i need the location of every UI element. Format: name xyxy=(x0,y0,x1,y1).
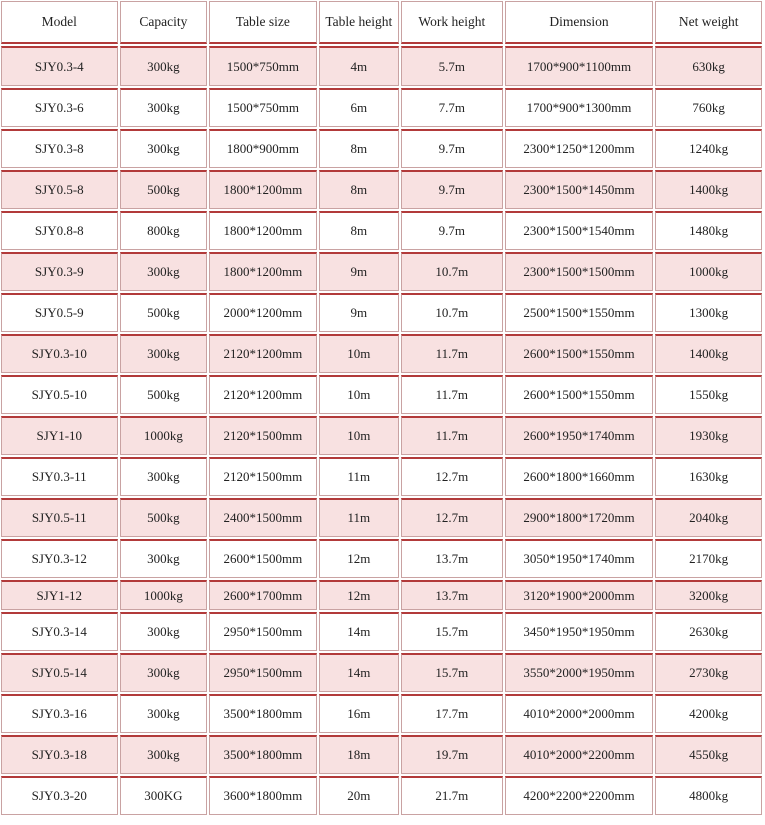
table-size-cell: 3500*1800mm xyxy=(209,694,317,733)
model-cell: SJY0.3-4 xyxy=(1,46,118,86)
net-weight-cell: 1000kg xyxy=(655,252,762,291)
capacity-cell: 300kg xyxy=(120,252,207,291)
table-body xyxy=(1,46,762,815)
dimension-cell: 2600*1800*1660mm xyxy=(505,457,654,496)
work-height-cell: 13.7m xyxy=(401,580,503,610)
capacity-cell: 300kg xyxy=(120,88,207,127)
net-weight-cell: 3200kg xyxy=(655,580,762,610)
table-height-cell: 8m xyxy=(319,170,399,209)
model-cell: SJY0.3-9 xyxy=(1,252,118,291)
net-weight-cell: 1400kg xyxy=(655,334,762,373)
capacity-cell: 300kg xyxy=(120,612,207,651)
table-height-cell: 20m xyxy=(319,776,399,815)
table-size-cell: 2950*1500mm xyxy=(209,653,317,692)
capacity-cell: 300kg xyxy=(120,653,207,692)
model-cell: SJY0.5-8 xyxy=(1,170,118,209)
table-height-cell: 16m xyxy=(319,694,399,733)
table-size-cell: 2600*1700mm xyxy=(209,580,317,610)
table-row xyxy=(1,498,762,537)
net-weight-cell: 1550kg xyxy=(655,375,762,414)
model-cell: SJY0.3-8 xyxy=(1,129,118,168)
dimension-cell: 2300*1250*1200mm xyxy=(505,129,654,168)
table-size-cell: 1500*750mm xyxy=(209,46,317,86)
table-height-cell: 4m xyxy=(319,46,399,86)
table-size-cell: 3500*1800mm xyxy=(209,735,317,774)
model-cell: SJY0.3-20 xyxy=(1,776,118,815)
capacity-cell: 300KG xyxy=(120,776,207,815)
model-cell: SJY0.3-14 xyxy=(1,612,118,651)
table-height-cell: 11m xyxy=(319,457,399,496)
work-height-cell: 15.7m xyxy=(401,612,503,651)
table-size-cell: 2600*1500mm xyxy=(209,539,317,578)
table-height-cell: 11m xyxy=(319,498,399,537)
header-model: Model xyxy=(1,1,118,44)
dimension-cell: 3120*1900*2000mm xyxy=(505,580,654,610)
header-dimension: Dimension xyxy=(505,1,654,44)
model-cell: SJY0.3-16 xyxy=(1,694,118,733)
model-cell: SJY0.3-10 xyxy=(1,334,118,373)
table-row xyxy=(1,211,762,250)
table-row xyxy=(1,612,762,651)
table-size-cell: 2120*1500mm xyxy=(209,457,317,496)
net-weight-cell: 2170kg xyxy=(655,539,762,578)
net-weight-cell: 2630kg xyxy=(655,612,762,651)
table-size-cell: 1800*900mm xyxy=(209,129,317,168)
dimension-cell: 2600*1500*1550mm xyxy=(505,334,654,373)
table-size-cell: 1500*750mm xyxy=(209,88,317,127)
table-height-cell: 6m xyxy=(319,88,399,127)
table-row xyxy=(1,416,762,455)
capacity-cell: 300kg xyxy=(120,129,207,168)
work-height-cell: 11.7m xyxy=(401,375,503,414)
capacity-cell: 500kg xyxy=(120,498,207,537)
dimension-cell: 2500*1500*1550mm xyxy=(505,293,654,332)
table-size-cell: 2000*1200mm xyxy=(209,293,317,332)
dimension-cell: 4200*2200*2200mm xyxy=(505,776,654,815)
work-height-cell: 10.7m xyxy=(401,293,503,332)
header-row xyxy=(1,1,762,44)
capacity-cell: 300kg xyxy=(120,694,207,733)
table-size-cell: 1800*1200mm xyxy=(209,211,317,250)
dimension-cell: 1700*900*1100mm xyxy=(505,46,654,86)
net-weight-cell: 760kg xyxy=(655,88,762,127)
table-row xyxy=(1,653,762,692)
capacity-cell: 300kg xyxy=(120,735,207,774)
dimension-cell: 2600*1950*1740mm xyxy=(505,416,654,455)
net-weight-cell: 1400kg xyxy=(655,170,762,209)
table-height-cell: 18m xyxy=(319,735,399,774)
dimension-cell: 1700*900*1300mm xyxy=(505,88,654,127)
table-height-cell: 12m xyxy=(319,580,399,610)
table-size-cell: 1800*1200mm xyxy=(209,170,317,209)
work-height-cell: 9.7m xyxy=(401,129,503,168)
table-row xyxy=(1,170,762,209)
work-height-cell: 19.7m xyxy=(401,735,503,774)
work-height-cell: 13.7m xyxy=(401,539,503,578)
header-net-weight: Net weight xyxy=(655,1,762,44)
work-height-cell: 11.7m xyxy=(401,334,503,373)
net-weight-cell: 1240kg xyxy=(655,129,762,168)
capacity-cell: 500kg xyxy=(120,293,207,332)
dimension-cell: 2300*1500*1450mm xyxy=(505,170,654,209)
table-height-cell: 8m xyxy=(319,211,399,250)
table-row xyxy=(1,334,762,373)
table-row xyxy=(1,539,762,578)
capacity-cell: 300kg xyxy=(120,457,207,496)
model-cell: SJY0.3-6 xyxy=(1,88,118,127)
dimension-cell: 2300*1500*1540mm xyxy=(505,211,654,250)
table-height-cell: 14m xyxy=(319,653,399,692)
dimension-cell: 3550*2000*1950mm xyxy=(505,653,654,692)
table-height-cell: 10m xyxy=(319,375,399,414)
table-height-cell: 14m xyxy=(319,612,399,651)
capacity-cell: 800kg xyxy=(120,211,207,250)
table-row xyxy=(1,375,762,414)
net-weight-cell: 1630kg xyxy=(655,457,762,496)
table-row xyxy=(1,252,762,291)
model-cell: SJY0.5-9 xyxy=(1,293,118,332)
table-row xyxy=(1,293,762,332)
net-weight-cell: 1480kg xyxy=(655,211,762,250)
capacity-cell: 1000kg xyxy=(120,416,207,455)
work-height-cell: 9.7m xyxy=(401,211,503,250)
work-height-cell: 7.7m xyxy=(401,88,503,127)
table-row xyxy=(1,735,762,774)
work-height-cell: 9.7m xyxy=(401,170,503,209)
table-row xyxy=(1,46,762,86)
net-weight-cell: 1300kg xyxy=(655,293,762,332)
net-weight-cell: 630kg xyxy=(655,46,762,86)
table-row xyxy=(1,580,762,610)
dimension-cell: 3450*1950*1950mm xyxy=(505,612,654,651)
capacity-cell: 500kg xyxy=(120,375,207,414)
dimension-cell: 4010*2000*2200mm xyxy=(505,735,654,774)
model-cell: SJY1-12 xyxy=(1,580,118,610)
model-cell: SJY0.5-11 xyxy=(1,498,118,537)
model-cell: SJY0.5-10 xyxy=(1,375,118,414)
table-row xyxy=(1,457,762,496)
capacity-cell: 500kg xyxy=(120,170,207,209)
dimension-cell: 3050*1950*1740mm xyxy=(505,539,654,578)
work-height-cell: 15.7m xyxy=(401,653,503,692)
header-table-size: Table size xyxy=(209,1,317,44)
work-height-cell: 12.7m xyxy=(401,457,503,496)
table-size-cell: 2950*1500mm xyxy=(209,612,317,651)
capacity-cell: 300kg xyxy=(120,539,207,578)
dimension-cell: 2900*1800*1720mm xyxy=(505,498,654,537)
table-height-cell: 10m xyxy=(319,334,399,373)
table-size-cell: 2120*1500mm xyxy=(209,416,317,455)
model-cell: SJY0.3-18 xyxy=(1,735,118,774)
net-weight-cell: 4200kg xyxy=(655,694,762,733)
net-weight-cell: 4800kg xyxy=(655,776,762,815)
header-table-height: Table height xyxy=(319,1,399,44)
work-height-cell: 17.7m xyxy=(401,694,503,733)
work-height-cell: 21.7m xyxy=(401,776,503,815)
capacity-cell: 1000kg xyxy=(120,580,207,610)
table-row xyxy=(1,88,762,127)
table-row xyxy=(1,129,762,168)
table-size-cell: 2120*1200mm xyxy=(209,334,317,373)
model-cell: SJY1-10 xyxy=(1,416,118,455)
table-size-cell: 2120*1200mm xyxy=(209,375,317,414)
table-height-cell: 9m xyxy=(319,252,399,291)
work-height-cell: 12.7m xyxy=(401,498,503,537)
model-cell: SJY0.5-14 xyxy=(1,653,118,692)
table-row xyxy=(1,694,762,733)
capacity-cell: 300kg xyxy=(120,334,207,373)
table-height-cell: 12m xyxy=(319,539,399,578)
table-size-cell: 3600*1800mm xyxy=(209,776,317,815)
table-row xyxy=(1,776,762,815)
header-capacity: Capacity xyxy=(120,1,207,44)
table-size-cell: 1800*1200mm xyxy=(209,252,317,291)
model-cell: SJY0.3-11 xyxy=(1,457,118,496)
dimension-cell: 2300*1500*1500mm xyxy=(505,252,654,291)
work-height-cell: 11.7m xyxy=(401,416,503,455)
table-size-cell: 2400*1500mm xyxy=(209,498,317,537)
table-height-cell: 9m xyxy=(319,293,399,332)
capacity-cell: 300kg xyxy=(120,46,207,86)
net-weight-cell: 4550kg xyxy=(655,735,762,774)
net-weight-cell: 2730kg xyxy=(655,653,762,692)
dimension-cell: 4010*2000*2000mm xyxy=(505,694,654,733)
header-work-height: Work height xyxy=(401,1,503,44)
work-height-cell: 10.7m xyxy=(401,252,503,291)
work-height-cell: 5.7m xyxy=(401,46,503,86)
table-height-cell: 10m xyxy=(319,416,399,455)
model-cell: SJY0.8-8 xyxy=(1,211,118,250)
net-weight-cell: 2040kg xyxy=(655,498,762,537)
model-cell: SJY0.3-12 xyxy=(1,539,118,578)
dimension-cell: 2600*1500*1550mm xyxy=(505,375,654,414)
table-height-cell: 8m xyxy=(319,129,399,168)
net-weight-cell: 1930kg xyxy=(655,416,762,455)
